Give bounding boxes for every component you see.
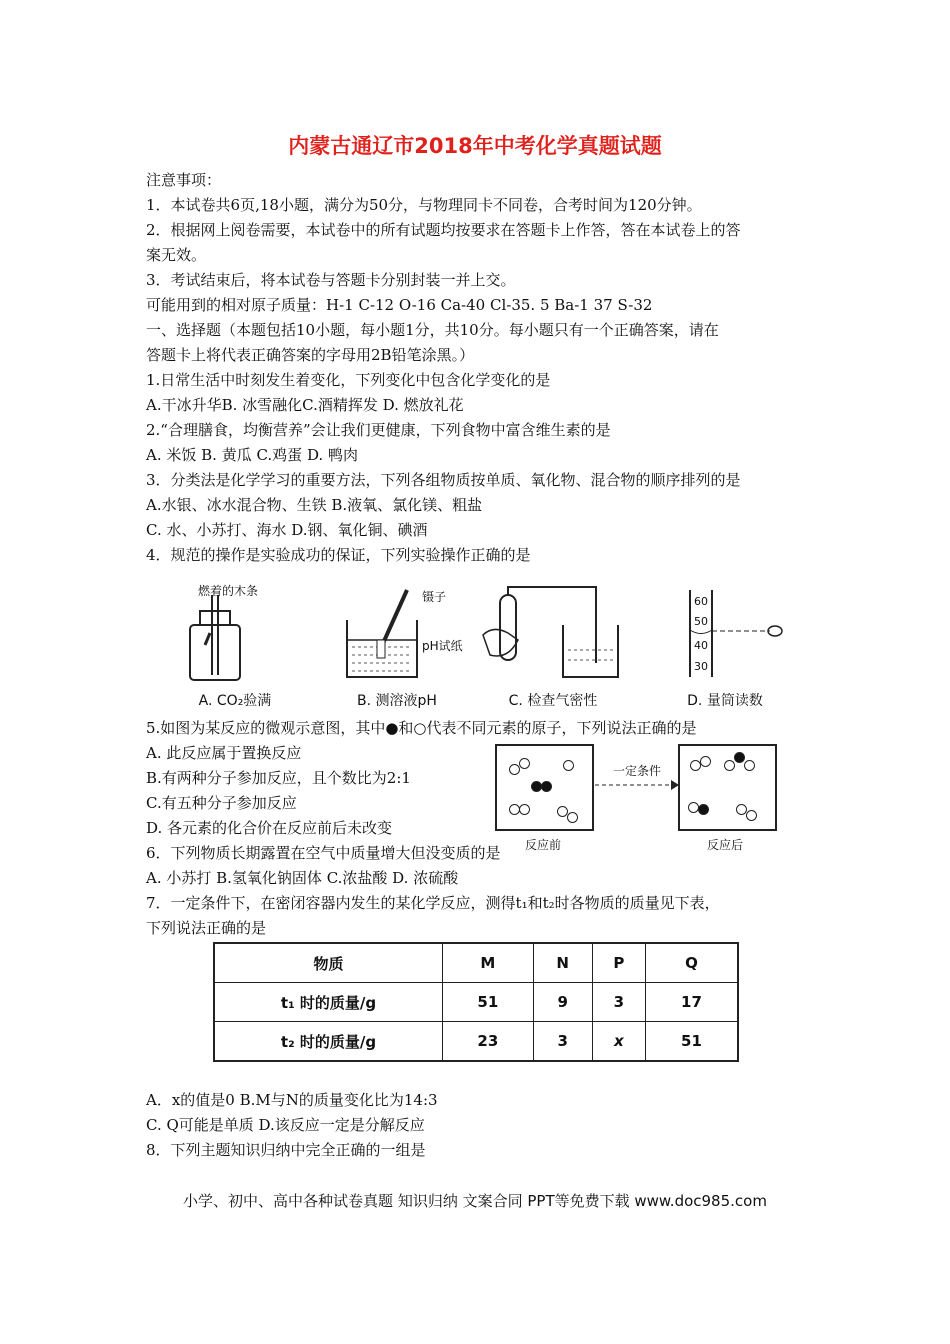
q6-stem: 6．下列物质长期露置在空气中质量增大但没变质的是 <box>146 844 501 862</box>
atom-icon <box>724 760 735 771</box>
burning-stick-label: 燃着的木条 <box>198 584 259 598</box>
before-label: 反应前 <box>525 838 562 852</box>
test-tube-icon <box>478 585 638 685</box>
atom-icon <box>698 804 709 815</box>
table-header-cell: Q <box>645 943 738 983</box>
q7-options-ab: A．x的值是0 B.M与N的质量变化比为14:3 <box>146 1091 438 1109</box>
tick-label: 50 <box>694 615 708 628</box>
q3-options-ab: A.水银、冰水混合物、生铁 B.液氧、氯化镁、粗盐 <box>146 496 483 514</box>
table-cell: 3 <box>592 983 645 1022</box>
section-heading: 一、选择题（本题包括10小题，每小题1分，共10分。每小题只有一个正确答案，请在 <box>146 321 719 339</box>
table-cell: 9 <box>533 983 592 1022</box>
fig-airtight-check <box>478 585 628 710</box>
atom-icon <box>567 812 578 823</box>
atomic-mass-line: 可能用到的相对原子质量：H-1 C-12 O-16 Ca-40 Cl-35. 5 Ba-1 37 S-32 <box>146 296 653 314</box>
table-header-cell: M <box>443 943 534 983</box>
atom-icon <box>700 756 711 767</box>
atom-icon <box>734 752 745 763</box>
q7-stem: 7．一定条件下，在密闭容器内发生的某化学反应，测得t₁和t₂时各物质的质量见下表， <box>146 894 720 912</box>
q5-option: D. 各元素的化合价在反应前后未改变 <box>146 819 393 837</box>
q2-stem: 2.“合理膳食，均衡营养”会让我们更健康，下列食物中富含维生素的是 <box>146 421 611 439</box>
atom-icon <box>509 764 520 775</box>
table-cell: 17 <box>645 983 738 1022</box>
ph-paper-label: pH试纸 <box>422 639 463 653</box>
q5-option: B.有两种分子参加反应，且个数比为2:1 <box>146 769 411 787</box>
mass-table <box>213 942 739 1062</box>
notice-item: 1．本试卷共6页,18小题，满分为50分，与物理同卡不同卷，合考时间为120分钟。 <box>146 196 702 214</box>
table-header-cell: P <box>592 943 645 983</box>
after-label: 反应后 <box>707 838 744 852</box>
tweezers-label: 镊子 <box>422 590 447 604</box>
page-title: 内蒙古通辽市2018年中考化学真题试题 <box>288 134 662 158</box>
caption-c: C. 检查气密性 <box>508 693 598 709</box>
notice-item: 2．根据网上阅卷需要，本试卷中的所有试题均按要求在答题卡上作答，答在本试卷上的答 <box>146 221 741 239</box>
table-header-cell: N <box>533 943 592 983</box>
gas-bottle-icon <box>160 585 310 685</box>
q5-option: A. 此反应属于置换反应 <box>146 744 302 762</box>
footer: 小学、初中、高中各种试卷真题 知识归纳 文案合同 PPT等免费下载 www.doc985.com <box>183 1192 767 1210</box>
atom-icon <box>519 758 530 769</box>
q4-stem: 4．规范的操作是实验成功的保证，下列实验操作正确的是 <box>146 546 531 564</box>
atom-icon <box>519 804 530 815</box>
notice-item: 案无效。 <box>146 246 207 264</box>
table-row <box>214 983 738 1022</box>
fig-ph-test <box>322 585 472 710</box>
graduated-cylinder-icon <box>650 585 800 685</box>
after-box <box>678 744 777 831</box>
tick-label: 30 <box>694 660 708 673</box>
q6-options: A. 小苏打 B.氢氧化钠固体 C.浓盐酸 D. 浓硫酸 <box>146 869 459 887</box>
caption-d: D. 量筒读数 <box>687 693 763 709</box>
table-header-row <box>214 943 738 983</box>
caption-a: A. CO₂验满 <box>198 693 272 709</box>
fig-cylinder-reading <box>650 585 800 710</box>
q3-options-cd: C. 水、小苏打、海水 D.钢、氧化铜、碘酒 <box>146 521 428 539</box>
atom-icon <box>541 781 552 792</box>
atom-icon <box>563 760 574 771</box>
notice-heading: 注意事项： <box>146 171 222 189</box>
tick-label: 40 <box>694 639 708 652</box>
notice-item: 3．考试结束后，将本试卷与答题卡分别封装一并上交。 <box>146 271 516 289</box>
q5-option: C.有五种分子参加反应 <box>146 794 297 812</box>
section-heading-cont: 答题卡上将代表正确答案的字母用2B铅笔涂黑。） <box>146 346 475 364</box>
reaction-diagram <box>495 744 775 864</box>
table-cell: 23 <box>443 1022 534 1062</box>
q5-stem: 5.如图为某反应的微观示意图，其中●和○代表不同元素的原子，下列说法正确的是 <box>146 719 697 737</box>
arrow-icon <box>595 779 680 791</box>
q8-stem: 8．下列主题知识归纳中完全正确的一组是 <box>146 1141 426 1159</box>
table-row <box>214 1022 738 1062</box>
q3-stem: 3．分类法是化学学习的重要方法，下列各组物质按单质、氧化物、混合物的顺序排列的是 <box>146 471 741 489</box>
table-cell: x <box>592 1022 645 1062</box>
q2-options: A. 米饭 B. 黄瓜 C.鸡蛋 D. 鸭肉 <box>146 446 358 464</box>
q1-options: A.干冰升华B. 冰雪融化C.酒精挥发 D. 燃放礼花 <box>146 396 464 414</box>
q1-stem: 1.日常生活中时刻发生着变化，下列变化中包含化学变化的是 <box>146 371 551 389</box>
atom-icon <box>746 810 757 821</box>
condition-label: 一定条件 <box>613 764 662 778</box>
tick-label: 60 <box>694 595 708 608</box>
caption-b: B. 测溶液pH <box>357 693 437 709</box>
q4-figures <box>160 585 800 710</box>
table-cell: 51 <box>443 983 534 1022</box>
table-cell: 3 <box>533 1022 592 1062</box>
table-cell: 51 <box>645 1022 738 1062</box>
table-header-cell: 物质 <box>214 943 443 983</box>
fig-co2-test <box>160 585 310 710</box>
beaker-icon <box>322 585 472 685</box>
q7-options-cd: C. Q可能是单质 D.该反应一定是分解反应 <box>146 1116 425 1134</box>
table-cell: t₂ 时的质量/g <box>214 1022 443 1062</box>
q7-stem-cont: 下列说法正确的是 <box>146 919 267 937</box>
before-box <box>495 744 594 831</box>
table-cell: t₁ 时的质量/g <box>214 983 443 1022</box>
atom-icon <box>744 760 755 771</box>
